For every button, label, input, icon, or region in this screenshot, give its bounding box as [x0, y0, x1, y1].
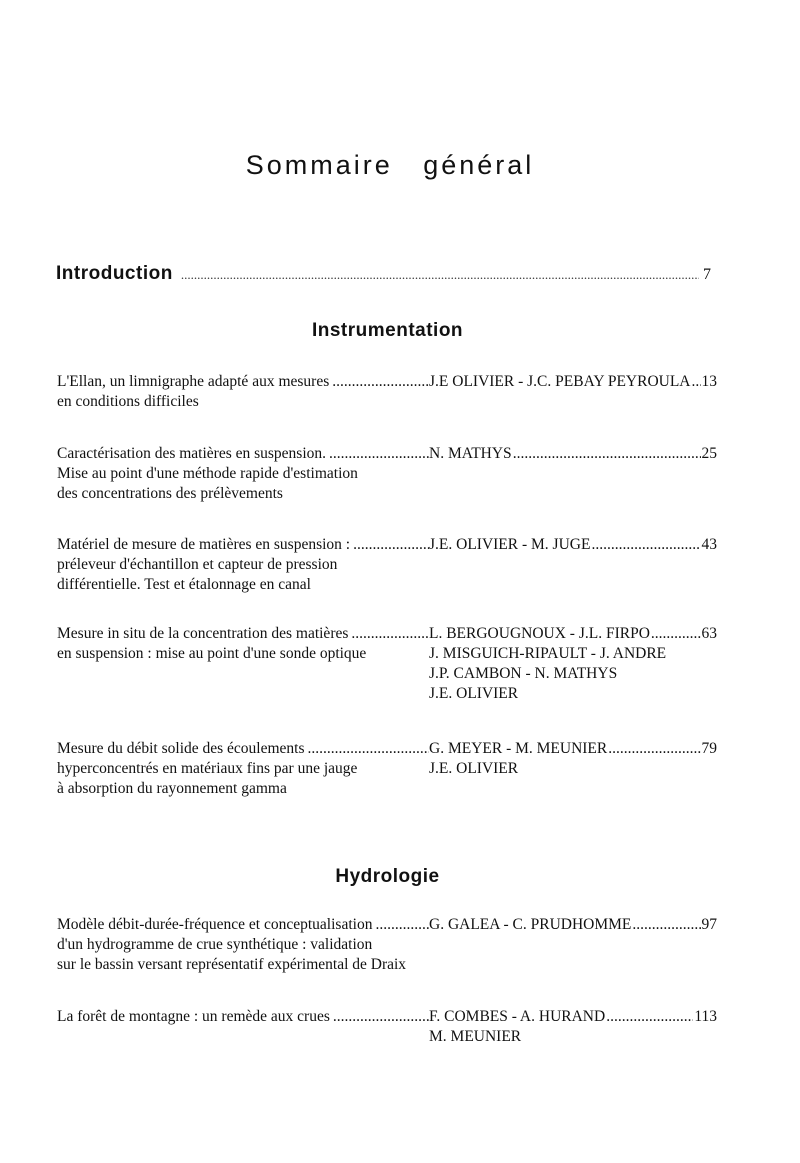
dot-leader: [351, 624, 429, 644]
entry-author-line: J. MISGUICH-RIPAULT - J. ANDRE: [429, 645, 667, 662]
entry-author-line: G. GALEA - C. PRUDHOMME: [429, 916, 632, 933]
dot-leader: [513, 444, 701, 464]
introduction-label: Introduction: [56, 263, 173, 284]
entry-author-line: N. MATHYS: [429, 445, 512, 462]
entry-page: 97: [701, 916, 717, 933]
entry-author-line: J.E OLIVIER - J.C. PEBAY PEYROULA: [429, 373, 691, 390]
dot-leader: [591, 535, 700, 555]
entry-title-line: Modèle débit-durée-fréquence et conceptualisation: [57, 916, 373, 933]
entry-title-line: à absorption du rayonnement gamma: [57, 780, 287, 797]
entry-title-line: préleveur d'échantillon et capteur de pression: [57, 556, 338, 573]
entry-title-line: L'Ellan, un limnigraphe adapté aux mesures: [57, 373, 330, 390]
entry-author-line: J.E. OLIVIER - M. JUGE: [429, 536, 591, 553]
entry-title-line: Mise au point d'une méthode rapide d'estimation: [57, 465, 358, 482]
toc-entry[interactable]: [57, 739, 717, 799]
entry-author-line: J.E. OLIVIER: [429, 685, 519, 702]
introduction-entry[interactable]: [56, 263, 711, 285]
entry-author-line: J.E. OLIVIER: [429, 760, 519, 777]
toc-entry[interactable]: [57, 372, 717, 412]
entry-title-line: des concentrations des prélèvements: [57, 485, 283, 502]
entry-page: 43: [701, 536, 717, 553]
entry-author-line: J.P. CAMBON - N. MATHYS: [429, 665, 618, 682]
entry-title-line: sur le bassin versant représentatif expérimental de Draix: [57, 956, 407, 973]
dot-leader: [651, 624, 701, 644]
entry-page: 79: [701, 740, 717, 757]
entry-author-line: L. BERGOUGNOUX - J.L. FIRPO: [429, 625, 650, 642]
entry-title-line: hyperconcentrés en matériaux fins par une jauge: [57, 760, 358, 777]
entry-title-line: Matériel de mesure de matières en suspension :: [57, 536, 351, 553]
section-heading-hydrologie: Hydrologie: [335, 866, 440, 887]
dot-leader: [353, 535, 429, 555]
dot-leader: [333, 1007, 429, 1027]
toc-entry[interactable]: [57, 624, 717, 704]
entry-author-line: G. MEYER - M. MEUNIER: [429, 740, 608, 757]
entry-page: 25: [701, 445, 717, 462]
entry-page: 113: [694, 1008, 717, 1025]
entry-title-line: d'un hydrogramme de crue synthétique : validation: [57, 936, 373, 953]
entry-page: 13: [701, 373, 717, 390]
dot-leader: [632, 915, 700, 935]
entry-title-line: Mesure in situ de la concentration des matières: [57, 625, 349, 642]
dot-leader: [181, 267, 699, 283]
section-heading-instrumentation: Instrumentation: [311, 320, 464, 341]
entry-title-line: en suspension : mise au point d'une sonde optique: [57, 645, 367, 662]
entry-page: 63: [701, 625, 717, 642]
dot-leader: [308, 739, 429, 759]
toc-entry[interactable]: [57, 1007, 717, 1047]
entry-title-line: en conditions difficiles: [57, 393, 199, 410]
toc-entry[interactable]: [57, 444, 717, 504]
dot-leader: [375, 915, 429, 935]
entry-title-line: La forêt de montagne : un remède aux crues: [57, 1008, 330, 1025]
dot-leader: [606, 1007, 693, 1027]
entry-title-line: différentielle. Test et étalonnage en canal: [57, 576, 311, 593]
entry-title-line: Mesure du débit solide des écoulements: [57, 740, 305, 757]
entry-author-line: F. COMBES - A. HURAND: [429, 1008, 606, 1025]
page-title: Sommaire général: [245, 150, 535, 180]
toc-entry[interactable]: [57, 915, 717, 975]
dot-leader: [608, 739, 700, 759]
dot-leader: [692, 372, 701, 392]
introduction-page: 7: [703, 266, 711, 283]
dot-leader: [329, 444, 429, 464]
dot-leader: [332, 372, 429, 392]
entry-author-line: M. MEUNIER: [429, 1028, 522, 1045]
entry-title-line: Caractérisation des matières en suspension.: [57, 445, 327, 462]
toc-entry[interactable]: [57, 535, 717, 595]
